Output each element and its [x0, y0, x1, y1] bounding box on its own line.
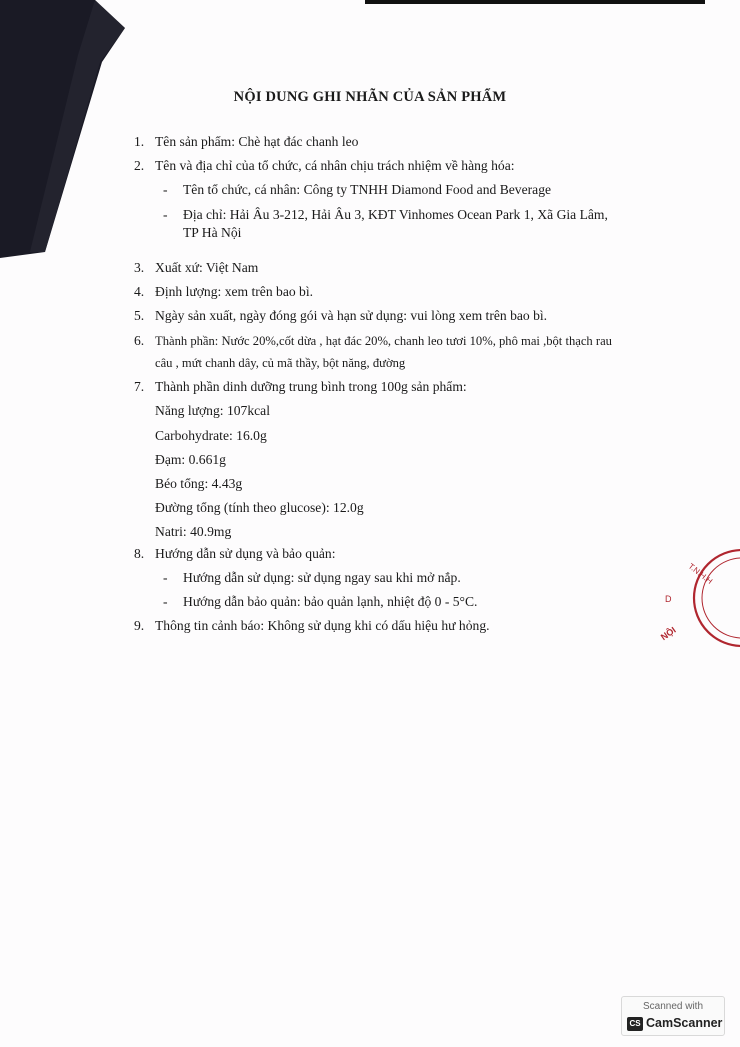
nutrition-protein: Đạm: 0.661g — [155, 452, 226, 467]
nutrition-carbohydrate: Carbohydrate: 16.0g — [155, 428, 267, 443]
top-scan-edge — [365, 0, 705, 4]
item-4-text: Định lượng: xem trên bao bì. — [155, 284, 314, 299]
bullet-dash: - — [163, 182, 168, 197]
item-9-number: 9. — [134, 618, 145, 633]
item-number: 2. — [134, 158, 145, 173]
item-8-text: Hướng dẫn sử dụng và bảo quản: — [155, 546, 336, 561]
org-address-line2: TP Hà Nội — [183, 225, 242, 240]
item-8-number: 8. — [134, 546, 145, 561]
company-stamp — [650, 548, 740, 652]
watermark-brand: CamScanner — [646, 1016, 723, 1030]
document-title: NỘI DUNG GHI NHÃN CỦA SẢN PHẨM — [233, 89, 507, 105]
item-2-text: Tên và địa chỉ của tổ chức, cá nhân chịu trách nhiệm về hàng hóa: — [155, 158, 515, 173]
item-7-number: 7. — [134, 379, 145, 394]
item-9-text: Thông tin cảnh báo: Không sử dụng khi có dấu hiệu hư hỏng. — [155, 618, 490, 633]
bullet-dash: - — [163, 207, 168, 222]
org-name: Tên tổ chức, cá nhân: Công ty TNHH Diamond Food and Beverage — [183, 182, 552, 197]
usage-instruction: Hướng dẫn sử dụng: sử dụng ngay sau khi mở nắp. — [183, 570, 461, 585]
bullet-dash: - — [163, 570, 168, 585]
item-5-number: 5. — [134, 308, 145, 323]
item-3-number: 3. — [134, 260, 145, 275]
page-fold-corner — [0, 0, 130, 260]
nutrition-energy: Năng lượng: 107kcal — [155, 403, 270, 418]
item-6-number: 6. — [134, 333, 145, 348]
stamp-text-mid: D — [665, 594, 672, 604]
item-5-text: Ngày sản xuất, ngày đóng gói và hạn sử dụng: vui lòng xem trên bao bì. — [155, 308, 548, 323]
camscanner-watermark — [621, 996, 725, 1036]
camscanner-logo-icon: CS — [627, 1017, 643, 1031]
watermark-caption: Scanned with — [642, 1001, 704, 1012]
item-7-text: Thành phần dinh dưỡng trung bình trong 100g sản phẩm: — [155, 379, 467, 394]
item-3-text: Xuất xứ: Việt Nam — [155, 260, 259, 275]
item-4-number: 4. — [134, 284, 145, 299]
item-number: 1. — [134, 134, 145, 149]
org-address-line1: Địa chỉ: Hải Âu 3-212, Hải Âu 3, KĐT Vinhomes Ocean Park 1, Xã Gia Lâm, — [183, 207, 608, 222]
nutrition-sugar: Đường tổng (tính theo glucose): 12.0g — [155, 500, 364, 515]
nutrition-sodium: Natri: 40.9mg — [155, 524, 232, 539]
item-1 — [134, 134, 144, 150]
nutrition-fat: Béo tổng: 4.43g — [155, 476, 243, 491]
stamp-text-bottom: NỘI — [658, 624, 678, 643]
stamp-text-top: T.N.H.H — [686, 561, 715, 586]
item-1-text: Tên sản phẩm: Chè hạt đác chanh leo — [155, 134, 359, 149]
storage-instruction: Hướng dẫn bảo quản: bảo quản lạnh, nhiệt độ 0 - 5°C. — [183, 594, 478, 609]
bullet-dash: - — [163, 594, 168, 609]
item-6-text-cont: câu , mứt chanh dây, củ mã thầy, bột năng, đường — [155, 356, 406, 370]
item-2 — [134, 158, 144, 174]
item-6-text: Thành phần: Nước 20%,cốt dừa , hạt đác 20%, chanh leo tươi 10%, phô mai ,bột thạch rau — [155, 334, 612, 348]
